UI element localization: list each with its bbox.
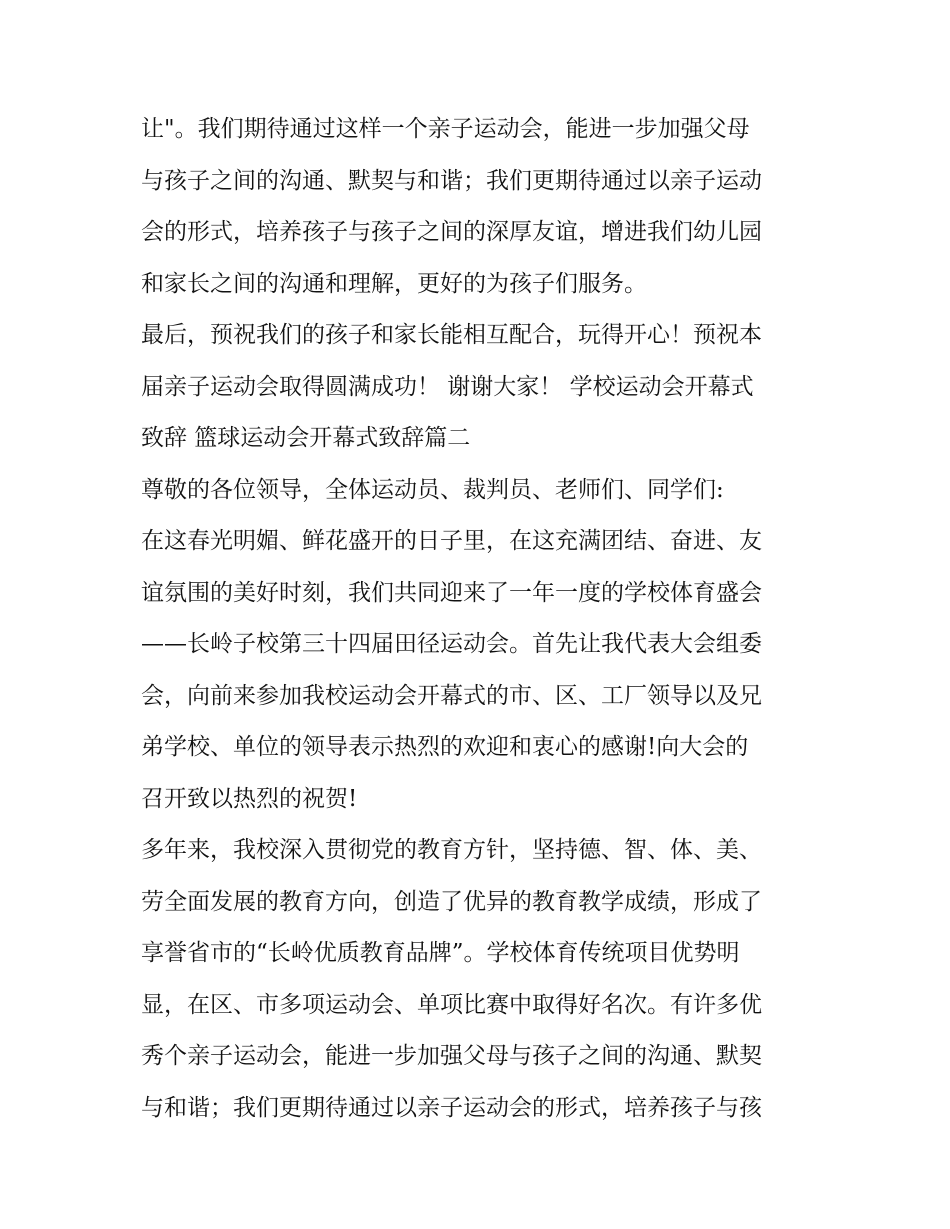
text-line: 与和谐；我们更期待通过以亲子运动会的形式，培养孩子与孩 xyxy=(141,1094,762,1121)
text-line: 秀个亲子运动会，能进一步加强父母与孩子之间的沟通、默契 xyxy=(141,1043,762,1069)
text-line: 弟学校、单位的领导表示热烈的欢迎和衷心的感谢!向大会的 xyxy=(141,734,749,760)
text-line: 会，向前来参加我校运动会开幕式的市、区、工厂领导以及兄 xyxy=(141,682,762,709)
text-line: 召开致以热烈的祝贺! xyxy=(141,785,358,812)
text-line: 显，在区、市多项运动会、单项比赛中取得好名次。有许多优 xyxy=(141,991,762,1018)
text-line: 在这春光明媚、鲜花盛开的日子里，在这充满团结、奋进、友 xyxy=(141,528,762,554)
text-line: 享誉省市的“长岭优质教育品牌”。学校体育传统项目优势明 xyxy=(141,940,740,966)
body-text xyxy=(141,104,816,1134)
text-line: 劳全面发展的教育方向，创造了优异的教育教学成绩，形成了 xyxy=(141,888,762,915)
text-line: 让"。我们期待通过这样一个亲子运动会，能进一步加强父母 xyxy=(141,116,750,142)
text-line: 与孩子之间的沟通、默契与和谐；我们更期待通过以亲子运动 xyxy=(141,167,762,194)
text-line: 届亲子运动会取得圆满成功！ 谢谢大家！ 学校运动会开幕式 xyxy=(141,373,754,400)
text-line: 最后，预祝我们的孩子和家长能相互配合，玩得开心！预祝本 xyxy=(141,322,762,348)
text-line: 谊氛围的美好时刻，我们共同迎来了一年一度的学校体育盛会 xyxy=(141,579,762,606)
text-line: 和家长之间的沟通和理解，更好的为孩子们服务。 xyxy=(141,270,647,297)
text-line: 致辞 篮球运动会开幕式致辞篇二 xyxy=(141,425,471,451)
text-line: 会的形式，培养孩子与孩子之间的深厚友谊，增进我们幼儿园 xyxy=(141,219,762,245)
text-line: 尊敬的各位领导，全体运动员、裁判员、老师们、同学们: xyxy=(141,476,724,503)
text-line: 多年来，我校深入贯彻党的教育方针，坚持德、智、体、美、 xyxy=(141,837,762,863)
text-line: ——长岭子校第三十四届田径运动会。首先让我代表大会组委 xyxy=(141,631,762,657)
